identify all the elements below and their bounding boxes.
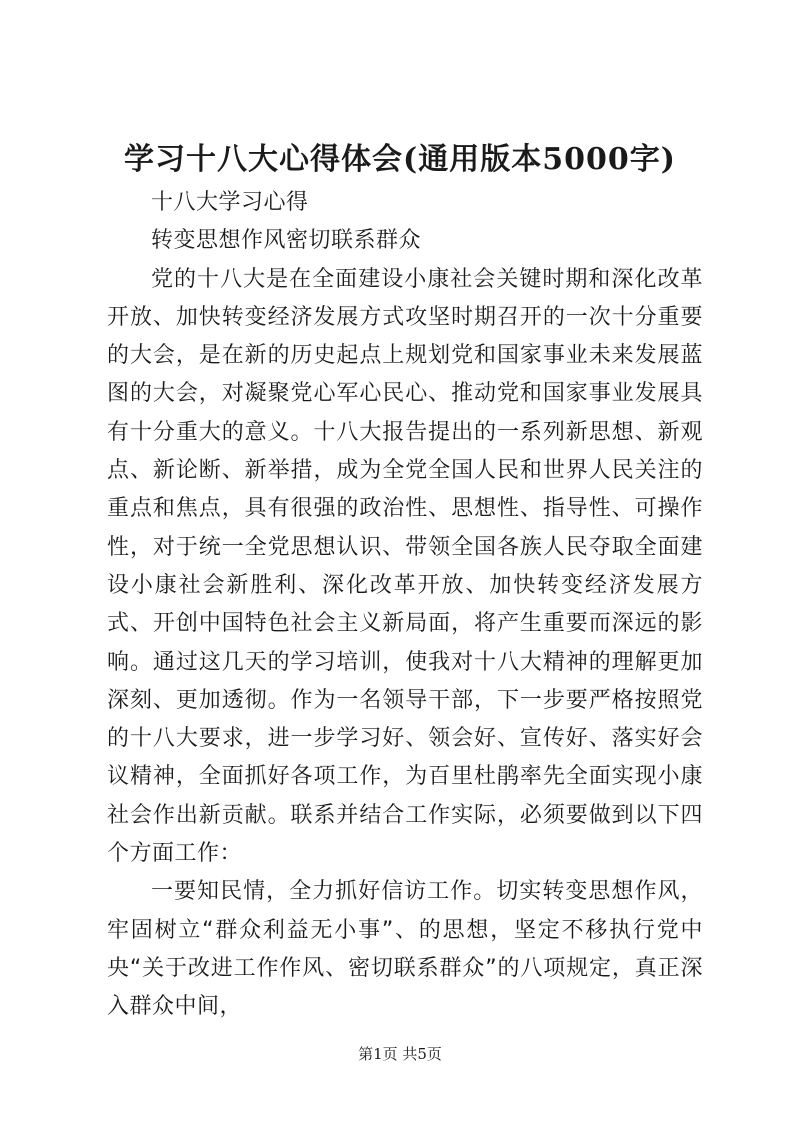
paragraph-subtitle: 十八大学习心得: [151, 190, 309, 215]
page-footer: 第1页 共5页: [358, 1045, 442, 1063]
document-title: 学习十八大心得体会(通用版本5000字): [124, 142, 676, 177]
paragraph-point-one: 一要知民情，全力抓好信访工作。切实转变思想作风，牢固树立“群众利益无小事”、的思想，坚定不移执行党中央“关于改进工作作风、密切联系群众”的八项规定，真正深入群众中间，: [107, 879, 703, 1020]
paragraph-heading: 转变思想作风密切联系群众: [151, 228, 422, 254]
paragraph-intro: 党的十八大是在全面建设小康社会关键时期和深化改革开放、加快转变经济发展方式攻坚时期召开的一次十分重要的大会，是在新的历史起点上规划党和国家事业未来发展蓝图的大会，对凝聚党心军心民心、推动党和国家事业发展具有十分重大的意义。十八大报告提出的一系列新思想、新观点、新论断、新举措，成为全党全国人民和世界人民关注的重点和焦点，具有很强的政治性、思想性、指导性、可操作性，对于统一全党思想认识、带领全国各族人民夺取全面建设小康社会新胜利、深化改革开放、加快转变经济发展方式、开创中国特色社会主义新局面，将产生重要而深远的影响。通过这几天的学习培训，使我对十八大精神的理解更加深刻、更加透彻。作为一名领导干部，下一步要严格按照党的十八大要求，进一步学习好、领会好、宣传好、落实好会议精神，全面抓好各项工作，为百里杜鹃率先全面实现小康社会作出新贡献。联系并结合工作实际，必须要做到以下四个方面工作：: [107, 266, 703, 867]
document-body: [107, 184, 703, 1027]
